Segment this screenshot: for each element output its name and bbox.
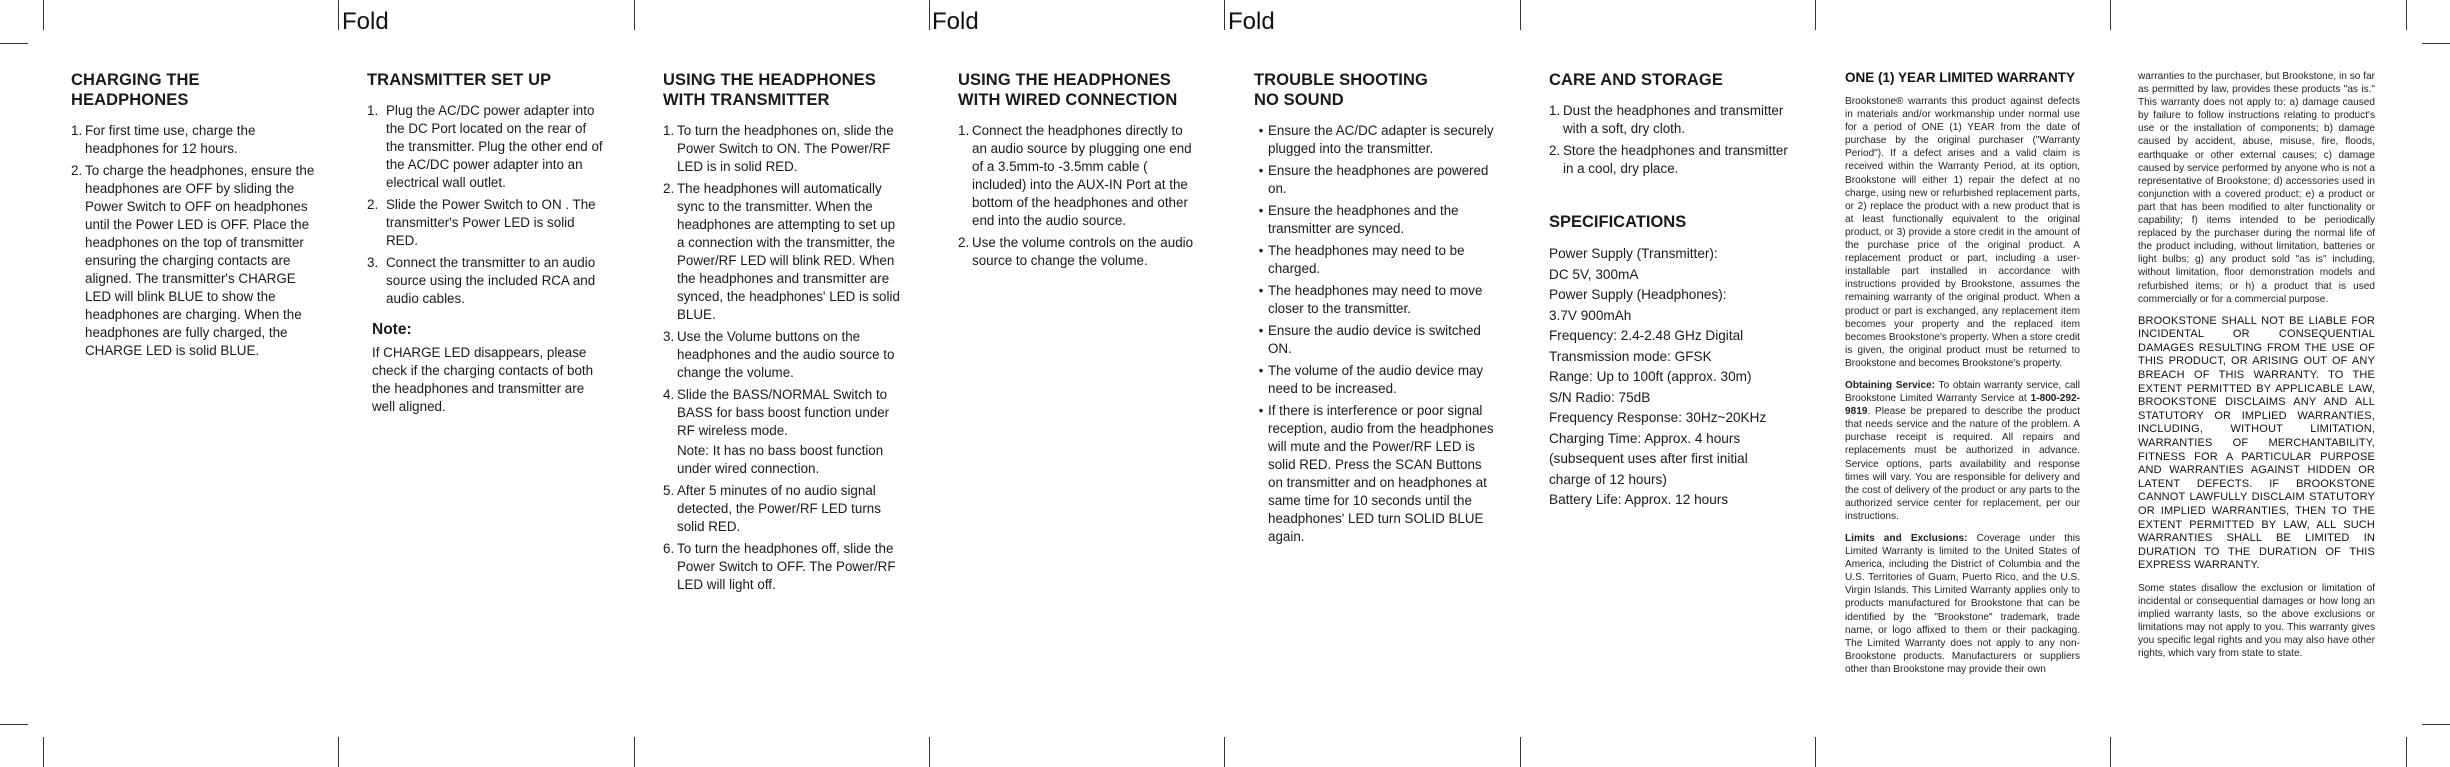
using-wired-section (958, 70, 1200, 274)
fold-label: Fold (342, 8, 389, 35)
crop-mark (338, 0, 339, 30)
care-title: CARE AND STORAGE (1549, 71, 1723, 89)
crop-mark (2422, 724, 2450, 725)
warranty-section-1 (1845, 70, 2080, 685)
spec-line: DC 5V, 300mA (1549, 266, 1639, 282)
crop-mark (1520, 737, 1521, 767)
using-wired-title: USING THE HEADPHONES WITH WIRED CONNECTION (958, 71, 1178, 109)
list-item: • Ensure the audio device is switched ON. (1258, 323, 1481, 356)
spec-line: Battery Life: Approx. 12 hours (1549, 492, 1729, 507)
list-item: 4. Slide the BASS/NORMAL Switch to BASS for bass boost function under RF wireless mode. Note: It has no bass boost function under wired connection. (663, 386, 903, 478)
warranty-paragraph: Some states disallow the exclusion or limitation of incidental or consequential damages or how long an implied warranty lasts, so the above exclusions or limitations may not apply to you. This warranty gives you specific legal rights and you may also have other rights, which vary from state to state. (2138, 582, 2375, 660)
list-item: 6. To turn the headphones off, slide the Power Switch to OFF. The Power/RF LED will light off. (663, 541, 896, 592)
list-item: • Ensure the headphones are powered on. (1258, 163, 1489, 196)
crop-mark (2406, 0, 2407, 30)
crop-mark (1224, 0, 1225, 30)
warranty-paragraph: warranties to the purchaser, but Brookstone, in so far as permitted by law, provides these products "as is." This warranty does not apply to: a) damage caused by failure to follow instructions relating to product's use or the installation of components; b) damage caused by accident, abuse, misuse, fire, floods, earthquake or other external causes; c) damage caused by service performed by anyone who is not a representative of Brookstone; d) accessories used in conjunction with a covered product; e) a product or part that has been modified to alter functionality or capability; f) items intended to be periodically replaced by the purchaser during the normal life of the product including, without limitation, batteries or light bulbs; g) any product sold "as is" including, without limitation, floor demonstration models and refurbished items; or h) a product that is used commercially or for a commercial purpose. (2138, 71, 2375, 305)
crop-mark (634, 737, 635, 767)
warranty-paragraph: Obtaining Service: To obtain warranty service, call Brookstone Limited Warranty Service at 1-800-292-9819. Please be prepared to describe the product that needs service and the nature of the problem. A purchase receipt is required. All repairs and replacements must be authorized in advance. Service options, parts availability and response times will vary. You are responsible for delivery and the cost of delivery of the product or any parts to the authorized service center for replacement, per our instructions. (1845, 379, 2080, 522)
troubleshooting-title: TROUBLE SHOOTING NO SOUND (1254, 71, 1428, 109)
crop-mark (2422, 43, 2450, 44)
warranty-title: ONE (1) YEAR LIMITED WARRANTY (1845, 70, 2076, 85)
spec-line: charge of 12 hours) (1549, 471, 1667, 487)
spec-line: Power Supply (Headphones): (1549, 287, 1727, 302)
note-title: Note: (372, 321, 412, 338)
list-item: 1. For first time use, charge the headphones for 12 hours. (71, 123, 256, 156)
troubleshooting-section (1254, 70, 1496, 550)
spec-line: Frequency: 2.4-2.48 GHz Digital (1549, 328, 1744, 343)
list-item: 3. Connect the transmitter to an audio source using the included RCA and audio cables. (367, 255, 596, 306)
crop-mark (2110, 0, 2111, 30)
list-item: • If there is interference or poor signal reception, audio from the headphones will mute and the Power/RF LED is solid RED. Press the SCAN Buttons on transmitter and on headphones at same time for 10 seconds until the headphones' LED turn SOLID BLUE again. (1258, 403, 1494, 544)
charging-title: CHARGING THE HEADPHONES (71, 71, 200, 109)
crop-mark (2110, 737, 2111, 767)
crop-mark (2406, 737, 2407, 767)
setup-title: TRANSMITTER SET UP (367, 71, 552, 89)
crop-mark (929, 0, 930, 30)
spec-line: Frequency Response: 30Hz~20KHz (1549, 410, 1767, 425)
fold-label: Fold (932, 8, 979, 35)
list-item: 2. The headphones will automatically sync to the transmitter. When the headphones are attempting to set up a connection with the transmitter, the Power/RF LED will blink RED. When the headphones and transmitter are synced, the headphones' LED is solid BLUE. (663, 181, 900, 322)
list-item: • The headphones may need to be charged. (1258, 243, 1465, 276)
list-item: • The headphones may need to move closer to the transmitter. (1258, 283, 1483, 316)
note-text: If CHARGE LED disappears, please check if the charging contacts of both the headphones and transmitter are well aligned. (372, 345, 594, 414)
spec-line: (subsequent uses after first initial (1549, 451, 1748, 466)
using-transmitter-section (663, 70, 903, 598)
spec-line: Transmission mode: GFSK (1549, 348, 1712, 364)
spec-line: Power Supply (Transmitter): (1549, 246, 1718, 261)
crop-mark (1520, 0, 1521, 30)
list-item: 5. After 5 minutes of no audio signal detected, the Power/RF LED turns solid RED. (663, 483, 881, 534)
warranty-paragraph: Limits and Exclusions: Coverage under this Limited Warranty is limited to the United States of America, including the District of Columbia and the U.S. Territories of Guam, Puerto Rico, and the U.S. Virgin Islands. This Limited Warranty applies only to products manufactured for Brookstone that can be identified by the "Brookstone" trademark, trade name, or logo affixed to them or their packaging. The Limited Warranty does not apply to any non-Brookstone products. Manufacturers or suppliers other than Brookstone may provide their own (1845, 533, 2080, 675)
warranty-paragraph: BROOKSTONE SHALL NOT BE LIABLE FOR INCIDENTAL OR CONSEQUENTIAL DAMAGES RESULTING FROM THE USE OF THIS PRODUCT, OR ARISING OUT OF ANY BREACH OF THIS WARRANTY. TO THE EXTENT PERMITTED BY APPLICABLE LAW, BROOKSTONE DISCLAIMS ANY AND ALL STATUTORY OR IMPLIED WARRANTIES, INCLUDING, WITHOUT LIMITATION, WARRANTIES OF MERCHANTABILITY, FITNESS FOR A PARTICULAR PURPOSE AND WARRANTIES AGAINST HIDDEN OR LATENT DEFECTS. IF BROOKSTONE CANNOT LAWFULLY DISCLAIM STATUTORY OR IMPLIED WARRANTIES, THEN TO THE EXTENT PERMITTED BY LAW, ALL SUCH WARRANTIES SHALL BE LIMITED IN DURATION TO THE DURATION OF THIS EXPRESS WARRANTY. (2138, 314, 2375, 572)
list-item: 1. Dust the headphones and transmitter with a soft, dry cloth. (1549, 103, 1784, 136)
warranty-paragraph: Brookstone® warrants this product against defects in materials and/or workmanship under normal use for a period of ONE (1) YEAR from the date of purchase by the original purchaser ("Warranty Period"). If a defect arises and a valid claim is received within the Warranty Period, at its option, Brookstone will either 1) repair the defect at no charge, using new or refurbished replacement parts, or 2) replace the product with a new product that is at least functionally equivalent to the original product, or 3) provide a store credit in the amount of the purchase price of the original product. A replacement product or part, including a user-installable part installed in accordance with instructions provided by Brookstone, assumes the remaining warranty of the original product. When a product or part is exchanged, any replacement item becomes your property and the replaced item becomes Brookstone's property. When a store credit is given, the original product must be returned to Brookstone and becomes Brookstone's property. (1845, 96, 2080, 369)
warranty-section-2 (2138, 70, 2375, 670)
list-item: • The volume of the audio device may need to be increased. (1258, 363, 1484, 396)
spec-line: Charging Time: Approx. 4 hours (1549, 430, 1741, 446)
crop-mark (0, 724, 28, 725)
spec-line: 3.7V 900mAh (1549, 307, 1632, 323)
list-item: 2. Use the volume controls on the audio source to change the volume. (958, 235, 1194, 268)
bass-note: Note: It has no bass boost function under wired connection. (677, 443, 884, 476)
list-item: • Ensure the headphones and the transmitter are synced. (1258, 203, 1459, 236)
crop-mark (634, 0, 635, 30)
spec-line: Range: Up to 100ft (approx. 30m) (1549, 369, 1752, 384)
list-item: 1. Plug the AC/DC power adapter into the DC Port located on the rear of the transmitter. Plug the other end of the AC/DC power adapter into an electrical wall outlet. (367, 103, 603, 190)
crop-mark (929, 737, 930, 767)
list-item: 1. To turn the headphones on, slide the Power Switch to ON. The Power/RF LED is in solid RED. (663, 123, 894, 174)
setup-section (367, 70, 607, 416)
spec-line: S/N Radio: 75dB (1549, 389, 1651, 405)
charging-section (71, 70, 321, 364)
crop-mark (43, 737, 44, 767)
list-item: 1. Connect the headphones directly to an audio source by plugging one end of a 3.5mm-to -3.5mm cable ( included) into the AUX-IN Port at the bottom of the headphones and other end into the audio source. (958, 123, 1192, 228)
crop-mark (0, 43, 28, 44)
list-item: 2. Slide the Power Switch to ON . The transmitter's Power LED is solid RED. (367, 197, 596, 248)
list-item: 2. To charge the headphones, ensure the headphones are OFF by sliding the Power Switch to OFF on headphones until the Power LED is OFF. Place the headphones on the top of transmitter ensuring the charging contacts are aligned. The transmitter's CHARGE LED will blink BLUE to show the headphones are charging. When the headphones are fully charged, the CHARGE LED is solid BLUE. (71, 163, 315, 358)
crop-mark (1815, 0, 1816, 30)
specs-title: SPECIFICATIONS (1549, 213, 1687, 231)
crop-mark (1224, 737, 1225, 767)
list-item: • Ensure the AC/DC adapter is securely plugged into the transmitter. (1258, 123, 1494, 156)
crop-mark (338, 737, 339, 767)
care-section (1549, 70, 1794, 511)
using-transmitter-title: USING THE HEADPHONES WITH TRANSMITTER (663, 71, 876, 109)
crop-mark (1815, 737, 1816, 767)
fold-label: Fold (1228, 8, 1275, 35)
list-item: 2. Store the headphones and transmitter in a cool, dry place. (1549, 143, 1788, 176)
list-item: 3. Use the Volume buttons on the headphones and the audio source to change the volume. (663, 329, 895, 380)
crop-mark (43, 0, 44, 30)
